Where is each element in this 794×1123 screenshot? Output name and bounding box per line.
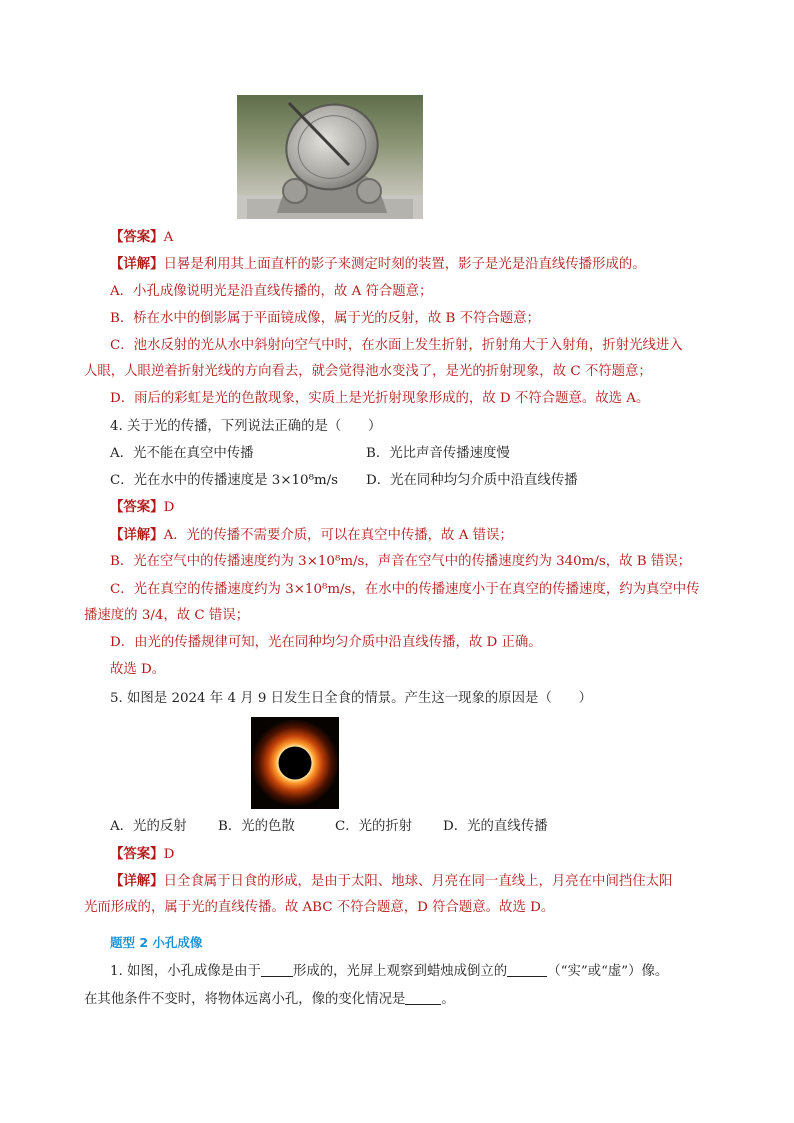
detail-text: 日全食属于日食的形成，是由于太阳、地球、月亮在同一直线上，月亮在中间挡住太阳 (163, 874, 673, 889)
question-4-detail (110, 525, 513, 546)
section-title: 题型 2 小孔成像 (110, 935, 203, 950)
answer-line-1 (110, 227, 173, 248)
detail-option-b: B．桥在水中的倒影属于平面镜成像，属于光的反射，故 B 不符合题意； (110, 311, 540, 326)
q1-part-2: 形成的，光屏上观察到蜡烛成倒立的 (292, 964, 508, 979)
q1-part-1: 1. 如图，小孔成像是由于 (110, 964, 261, 979)
q4-detail-c-cont: 播速度的 3/4，故 C 错误； (84, 608, 250, 623)
answer-value: D (163, 500, 175, 515)
answer-value: A (163, 230, 174, 245)
question-5-option-a: A．光的反射 (110, 819, 187, 834)
detail-tag: 【详解】 (110, 873, 164, 889)
sundial-illustration (237, 95, 423, 219)
q4-conclusion: 故选 D。 (110, 662, 166, 677)
detail-tag: 【详解】 (110, 527, 164, 543)
detail-text: 日晷是利用其上面直杆的影子来测定时刻的装置，影子是光是沿直线传播形成的。 (163, 257, 646, 272)
detail-text: A．光的传播不需要介质，可以在真空中传播，故 A 错误； (163, 528, 513, 543)
q4-detail-b: B．光在空气中的传播速度约为 3×10⁸m/s，声音在空气中的传播速度约为 340m/s，故 B 错误； (110, 554, 692, 569)
question-4-stem: 4. 关于光的传播，下列说法正确的是（ ） (110, 419, 382, 434)
question-1-line-2 (84, 990, 455, 1010)
q1-line-2b: 。 (441, 992, 455, 1007)
q4-detail-c: C．光在真空的传播速度约为 3×10⁸m/s，在水中的传播速度小于在真空的传播速度，约为真空中传 (110, 582, 700, 597)
blank-1[interactable] (261, 962, 293, 977)
detail-option-c: C．池水反射的光从水中斜射向空气中时，在水面上发生折射，折射角大于入射角，折射光线进入 (110, 338, 683, 353)
blank-3[interactable] (405, 990, 441, 1005)
question-5-option-c: C．光的折射 (335, 819, 413, 834)
answer-value: D (163, 847, 175, 862)
question-5-stem: 5. 如图是 2024 年 4 月 9 日发生日全食的情景。产生这一现象的原因是（ ） (110, 691, 593, 706)
question-5-option-b: B．光的色散 (218, 819, 295, 834)
detail-line-1 (110, 254, 646, 275)
eclipse-illustration (251, 717, 339, 809)
detail-option-d: D．雨后的彩虹是光的色散现象，实质上是光折射现象形成的，故 D 不符合题意。故选 A。 (110, 391, 650, 406)
answer-tag: 【答案】 (110, 846, 164, 862)
detail-tag: 【详解】 (110, 256, 164, 272)
q4-detail-d: D．由光的传播规律可知，光在同种均匀介质中沿直线传播，故 D 正确。 (110, 635, 542, 650)
q1-line-2a: 在其他条件不变时，将物体远离小孔，像的变化情况是 (84, 992, 406, 1007)
solar-eclipse-image (251, 717, 339, 809)
question-4-option-a: A．光不能在真空中传播 (110, 446, 254, 461)
blank-2[interactable] (507, 962, 547, 977)
question-4-option-c: C．光在水中的传播速度是 3×10⁸m/s (110, 473, 339, 488)
q1-part-3: （“实”或“虚”）像。 (547, 964, 669, 979)
question-5-option-d: D．光的直线传播 (443, 819, 548, 834)
answer-tag: 【答案】 (110, 229, 164, 245)
question-4-answer (110, 497, 174, 518)
question-1-line-1 (110, 962, 668, 982)
question-4-option-d: D．光在同种均匀介质中沿直线传播 (366, 473, 578, 488)
question-4-option-b: B．光比声音传播速度慢 (366, 446, 510, 461)
sundial-image (237, 95, 423, 219)
question-5-detail (110, 871, 672, 892)
detail-option-a: A．小孔成像说明光是沿直线传播的，故 A 符合题意； (110, 284, 433, 299)
question-5-answer (110, 844, 174, 865)
answer-tag: 【答案】 (110, 499, 164, 515)
detail-option-c-cont: 人眼，人眼逆着折射光线的方向看去，就会觉得池水变浅了，是光的折射现象，故 C 不符题意； (84, 364, 652, 379)
q5-detail-cont: 光而形成的，属于光的直线传播。故 ABC 不符合题意，D 符合题意。故选 D。 (84, 900, 555, 915)
